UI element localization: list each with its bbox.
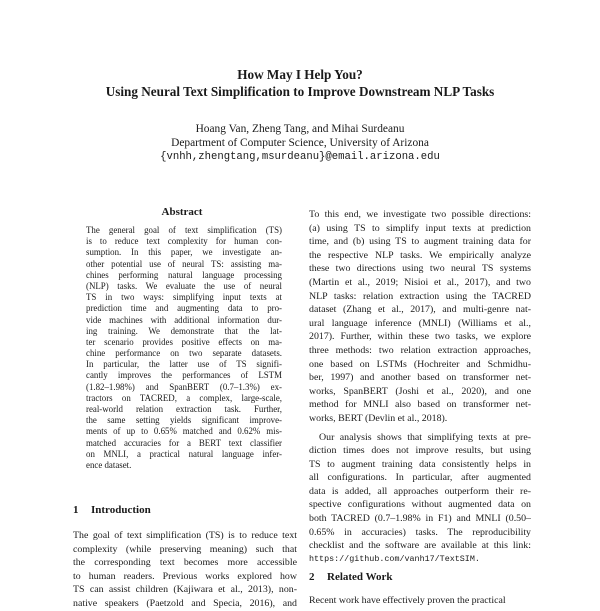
text-line: The goal of text simplification (TS) is to reduce text bbox=[73, 530, 297, 541]
related-work-first-line: Recent work have effectively proven the practical bbox=[309, 595, 506, 606]
text-line: 0.65% in accuracies) tasks. The reproducibility bbox=[309, 526, 531, 538]
text-line: the respective NLP tasks. We empirically analyze bbox=[309, 249, 531, 261]
text-line: dataset (Zhang et al., 2017), and multi-genre nat- bbox=[309, 304, 531, 316]
abstract-heading: Abstract bbox=[161, 206, 203, 218]
text-line: data is added, all approaches outperform their re- bbox=[309, 485, 531, 497]
section-number: 1 bbox=[73, 504, 79, 516]
text-line: TS to augment training data consistently helps in bbox=[309, 458, 531, 470]
affiliation: Department of Computer Science, University of Arizona bbox=[171, 137, 429, 149]
text-line: one based on LSTMs (Hochreiter and Schmidhu- bbox=[309, 358, 531, 370]
text-line: vide machines with additional information dur- bbox=[86, 314, 282, 325]
author-emails: {vnhh,zhengtang,msurdeanu}@email.arizona.edu bbox=[160, 151, 440, 163]
section-1-heading bbox=[73, 503, 151, 517]
paragraph-analysis bbox=[309, 431, 531, 553]
abstract-body bbox=[86, 225, 282, 471]
text-line: is to reduce text complexity for human con- bbox=[86, 236, 282, 247]
section-title: Introduction bbox=[91, 504, 151, 516]
text-line: works, SpanBERT (Joshi et al., 2020), and one bbox=[309, 385, 531, 397]
text-line: native speakers (Paetzold and Specia, 2016), and bbox=[73, 597, 297, 609]
text-line: ments of up to 0.65% matched and 0.62% mis- bbox=[86, 426, 282, 437]
text-line: TS can assist children (Kajiwara et al., 2013), non- bbox=[73, 584, 297, 596]
text-line: ter scenario provides positive effects on ma- bbox=[86, 336, 282, 347]
text-line: prediction time and augmenting data to pro- bbox=[86, 303, 282, 314]
text-line: ber, 1997) and another based on transformer net- bbox=[309, 372, 531, 384]
text-line: 2017). Further, within these two tasks, we explore bbox=[309, 331, 531, 343]
text-line: checklist and the software are available at this link: bbox=[309, 540, 531, 552]
text-line: the corresponding text becomes more accessible bbox=[73, 557, 297, 569]
text-line: both TACRED (0.7–1.98% in F1) and MNLI (0.50– bbox=[309, 513, 531, 525]
text-line: The general goal of text simplification (TS) bbox=[86, 225, 282, 235]
text-line: (1.82–1.98%) and SpanBERT (0.7–1.3%) ex- bbox=[86, 381, 282, 392]
right-column bbox=[309, 208, 531, 566]
text-line: all configurations. In particular, after augmented bbox=[309, 472, 531, 484]
text-line: (Martin et al., 2019; Nisioi et al., 2017), and two bbox=[309, 276, 531, 288]
text-line: diction times does not improve results, but using bbox=[309, 445, 531, 457]
text-line: ural language inference (MNLI) (Williams et al., bbox=[309, 317, 531, 329]
text-line: matched accuracies for a BERT text classifier bbox=[86, 437, 282, 448]
text-line: other potential use of neural TS: assisting ma- bbox=[86, 258, 282, 269]
paragraph-directions bbox=[309, 208, 531, 426]
text-line: TS in two ways: simplifying input texts at bbox=[86, 292, 282, 303]
text-line: To this end, we investigate two possible directions: bbox=[309, 209, 531, 220]
text-line: method for MNLI also based on transformer net- bbox=[309, 399, 531, 411]
text-line: NLP tasks: relation extraction using the TACRED bbox=[309, 290, 531, 302]
text-line: (NLP) tasks. We evaluate the use of neural bbox=[86, 280, 282, 291]
text-line: cantly improves the performances of LSTM bbox=[86, 370, 282, 381]
text-line: sumption. In this paper, we investigate an- bbox=[86, 247, 282, 258]
text-line: on MNLI, a practical natural language infer- bbox=[86, 448, 282, 459]
paper-title-line2: Using Neural Text Simplification to Improve Downstream NLP Tasks bbox=[105, 84, 495, 99]
text-line: to human readers. Previous works explored how bbox=[73, 570, 297, 582]
paper-title-line1: How May I Help You? bbox=[237, 67, 363, 82]
text-line: spective configurations without augmented data on bbox=[309, 499, 531, 511]
text-line: Our analysis shows that simplifying texts at pre- bbox=[319, 431, 531, 443]
text-line: three methods: two relation extraction approaches, bbox=[309, 344, 531, 356]
text-line: time, and (b) using TS to augment training data for bbox=[309, 236, 531, 248]
text-line: In particular, the latter use of TS signifi- bbox=[86, 359, 282, 370]
text-line: (a) using TS to simplify input texts at prediction bbox=[309, 222, 531, 234]
introduction-body bbox=[73, 529, 297, 611]
section-2-heading bbox=[309, 570, 393, 584]
text-line: tractors on TACRED, a complex, large-scale, bbox=[86, 392, 282, 403]
text-line: complexity (while preserving meaning) such that bbox=[73, 543, 297, 555]
text-line: chines performing natural language processing bbox=[86, 269, 282, 280]
authors: Hoang Van, Zheng Tang, and Mihai Surdeanu bbox=[195, 123, 405, 135]
text-line: works, BERT (Devlin et al., 2018). bbox=[309, 412, 448, 424]
section-number: 2 bbox=[309, 571, 315, 583]
text-line: real-world relation extraction task. Further, bbox=[86, 404, 282, 414]
text-line: these two directions using two neural TS systems bbox=[309, 263, 531, 275]
text-line: ence dataset. bbox=[86, 459, 132, 470]
section-title: Related Work bbox=[327, 571, 393, 583]
text-line: the same setting yields significant improve- bbox=[86, 415, 282, 426]
text-line: ing training. We demonstrate that the lat- bbox=[86, 325, 282, 336]
text-line: chine performance on two separate datasets. bbox=[86, 348, 282, 359]
software-link[interactable]: https://github.com/vanh17/TextSIM. bbox=[309, 553, 480, 564]
